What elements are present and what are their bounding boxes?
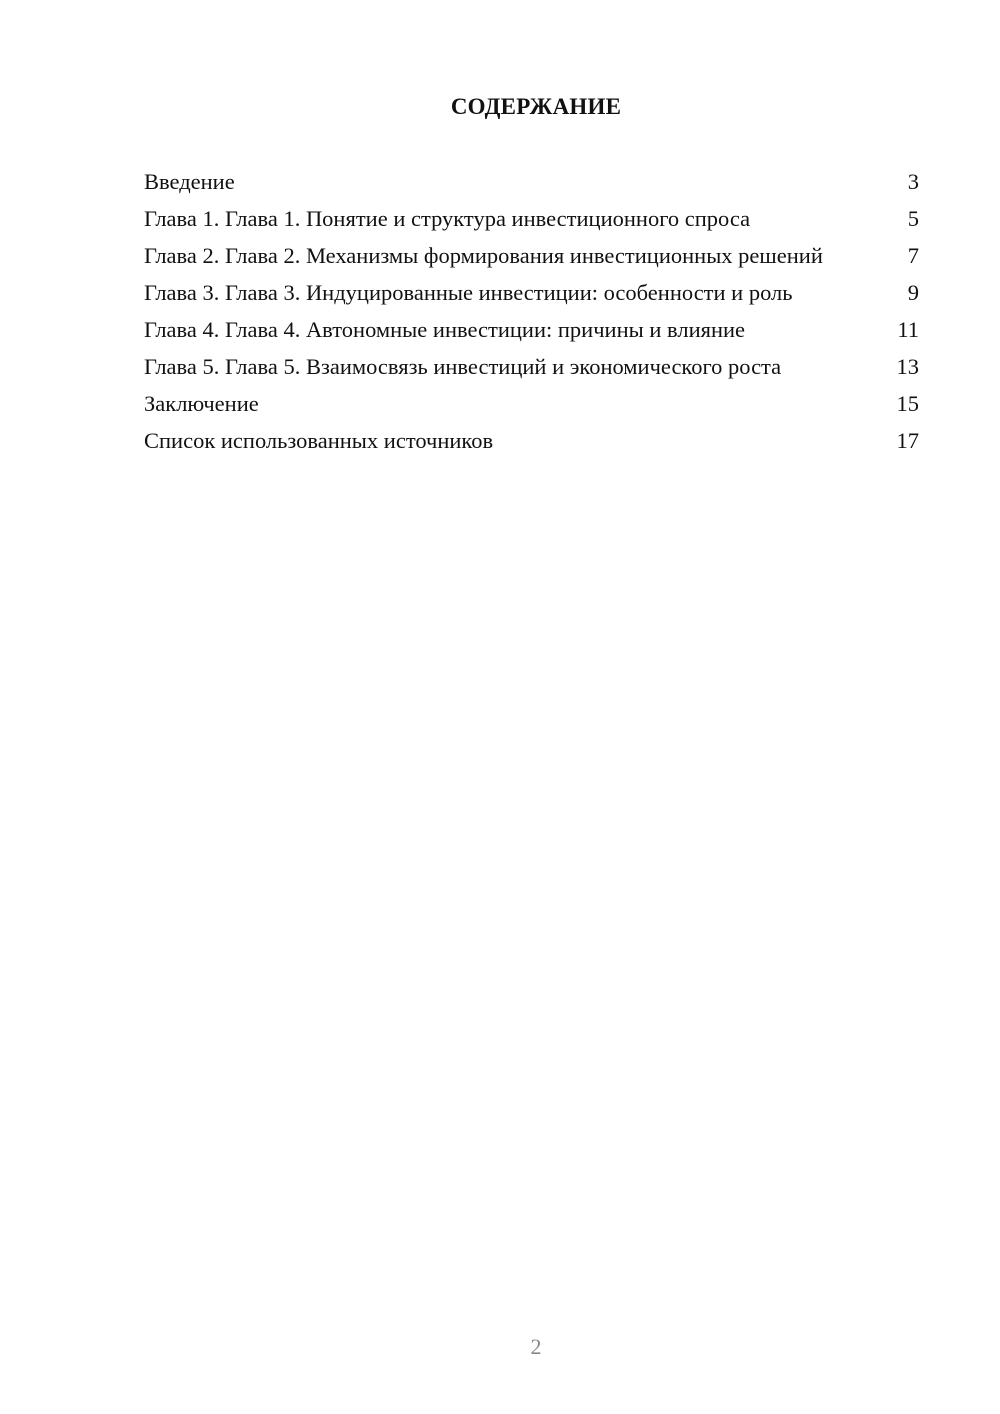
toc-entry-label: Глава 1. Глава 1. Понятие и структура инвестиционного спроса	[144, 206, 751, 231]
toc-entry-page: 5	[907, 206, 919, 231]
page-number: 2	[530, 1334, 542, 1359]
toc-entry-chapter-2[interactable]	[144, 242, 919, 269]
toc-entry-page: 11	[897, 317, 919, 342]
toc-entry-page: 15	[896, 391, 919, 416]
toc-entry-chapter-3[interactable]	[144, 279, 919, 306]
toc-entry-page: 9	[907, 280, 919, 305]
toc-entry-page: 7	[907, 243, 919, 268]
toc-entry-label: Глава 4. Глава 4. Автономные инвестиции: причины и влияние	[144, 317, 746, 342]
toc-entry-page: 17	[896, 428, 919, 453]
toc-entry-chapter-4[interactable]	[144, 316, 919, 343]
toc-entry-label: Список использованных источников	[144, 428, 494, 453]
toc-entry-label: Введение	[144, 169, 235, 194]
toc-title: СОДЕРЖАНИЕ	[450, 94, 622, 119]
toc-entry-label: Глава 5. Глава 5. Взаимосвязь инвестиций и экономического роста	[144, 354, 782, 379]
toc-entry-conclusion[interactable]	[144, 390, 919, 417]
toc-entry-label: Глава 3. Глава 3. Индуцированные инвестиции: особенности и роль	[144, 280, 793, 305]
toc-entry-label: Глава 2. Глава 2. Механизмы формирования инвестиционных решений	[144, 243, 823, 268]
toc-entry-label: Заключение	[144, 391, 259, 416]
toc-entry-references[interactable]	[144, 427, 919, 454]
toc-entry-introduction[interactable]	[144, 168, 919, 195]
toc-entry-chapter-1[interactable]	[144, 205, 919, 232]
toc-entry-chapter-5[interactable]	[144, 353, 919, 380]
toc-entry-page: 3	[907, 169, 919, 194]
table-of-contents	[144, 168, 919, 464]
toc-entry-page: 13	[896, 354, 919, 379]
